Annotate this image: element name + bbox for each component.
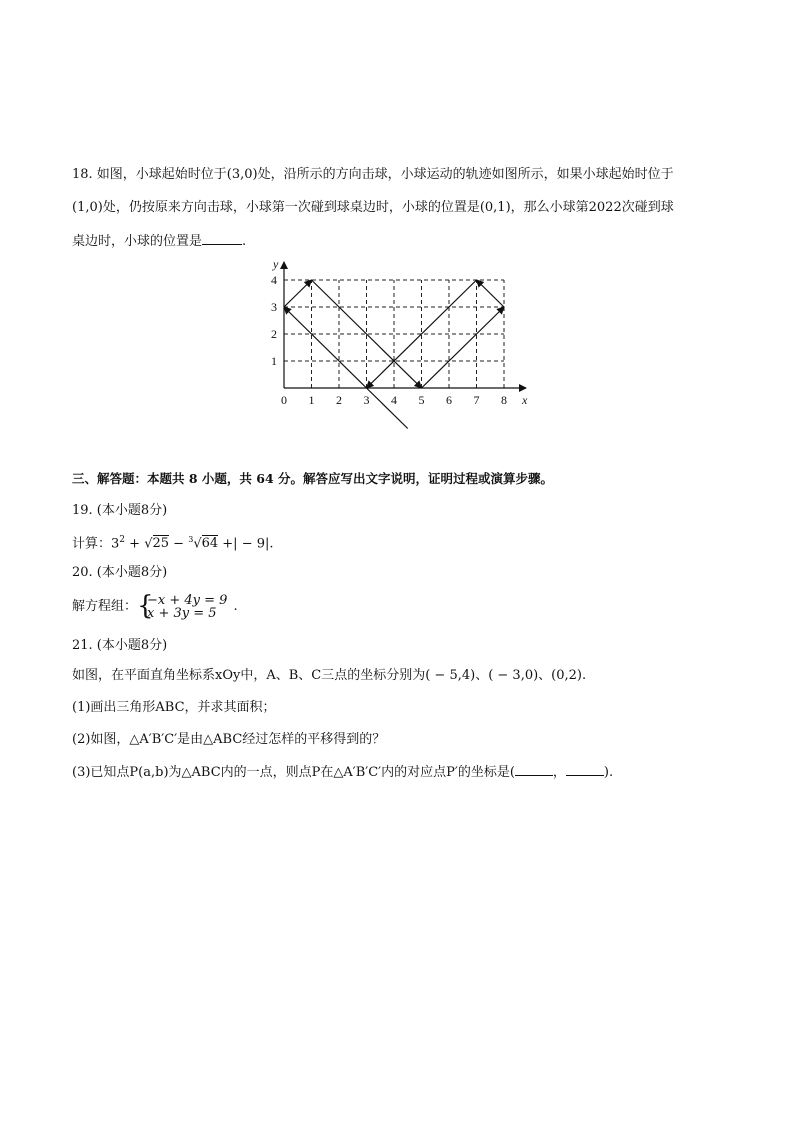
q21-part-3-sep: ，	[552, 765, 566, 780]
equation-1: −x + 4y = 9	[147, 593, 228, 608]
x-tick-label: 3	[363, 393, 370, 407]
q19-expression	[72, 531, 274, 553]
trajectory-segment	[367, 388, 408, 429]
x-tick-label: 7	[473, 393, 480, 407]
y-axis-label: y	[273, 257, 279, 271]
q19-abs-term: +| − 9|.	[218, 536, 274, 552]
axes	[284, 262, 526, 388]
x-tick-label: 6	[446, 393, 452, 407]
answer-blank	[202, 231, 242, 245]
section-3-heading: 三、解答题：本题共 8 小题，共 64 分。解答应写出文字说明，证明过程或演算步骤。	[72, 471, 554, 486]
cbrt-radicand: 64	[201, 536, 219, 552]
x-axis-label: x	[522, 393, 528, 407]
q19-prefix: 计算：	[72, 536, 112, 552]
q18-line-3-text: 桌边时，小球的位置是	[72, 234, 203, 249]
q21-part-3-end: ).	[603, 765, 614, 780]
q21-part-1: (1)画出三角形ABC，并求其面积；	[72, 700, 276, 715]
answer-blank-x	[515, 762, 553, 776]
q18-line-2: (1,0)处，仍按原来方向击球，小球第一次碰到球桌边时，小球的位置是(0,1)，那么小球第2022次碰到球	[72, 200, 674, 215]
x-tick-label: 0	[281, 393, 287, 407]
sqrt-sign: √	[144, 536, 153, 552]
q19-minus: −	[169, 536, 189, 552]
q20-header: 20. (本小题8分)	[72, 565, 168, 580]
answer-blank-y	[566, 762, 604, 776]
cbrt-index: 3	[188, 535, 194, 544]
x-tick-label: 4	[391, 393, 397, 407]
y-tick-label: 2	[271, 327, 277, 341]
grid	[284, 280, 504, 388]
x-tick-label: 1	[308, 393, 315, 407]
trajectory-segment	[477, 280, 505, 307]
q19-exponent: 2	[119, 535, 126, 545]
q18-line-1: 18. 如图，小球起始时位于(3,0)处，沿所示的方向击球，小球运动的轨迹如图所示，如果小球起始时位于	[72, 167, 674, 182]
q18-line-3-end: .	[242, 234, 247, 249]
equation-system	[137, 591, 228, 621]
q21-part-2: (2)如图，△A′B′C′是由△ABC经过怎样的平移得到的？	[72, 732, 386, 747]
q20-system	[72, 593, 238, 622]
left-brace: {	[137, 591, 154, 621]
cbrt-sign: √	[193, 536, 202, 552]
trajectory-diagram	[260, 252, 540, 442]
trajectory-segment	[284, 307, 367, 388]
y-tick-label: 4	[271, 273, 277, 287]
q19-plus: +	[125, 536, 145, 552]
q19-base: 3	[111, 536, 120, 552]
q21-intro: 如图，在平面直角坐标系xOy中，A、B、C三点的坐标分别为( − 5,4)、( − 3,0)、(0,2).	[72, 668, 587, 683]
q21-header: 21. (本小题8分)	[72, 638, 168, 653]
q20-end: .	[233, 599, 238, 614]
q18-line-3	[72, 231, 246, 251]
sqrt-radicand: 25	[152, 536, 170, 552]
q21-part-3	[72, 762, 613, 782]
y-tick-label: 1	[271, 354, 277, 368]
x-tick-label: 2	[336, 393, 342, 407]
q19-header: 19. (本小题8分)	[72, 503, 168, 518]
x-tick-label: 8	[501, 393, 507, 407]
q21-part-3-text: (3)已知点P(a,b)为△ABC内的一点，则点P在△A′B′C′内的对应点P′的坐标是(	[72, 765, 515, 780]
equation-2: x + 3y = 5	[147, 606, 217, 621]
trajectory-segment	[284, 280, 312, 307]
y-tick-label: 3	[271, 300, 277, 314]
x-tick-label: 5	[418, 393, 425, 407]
q20-prefix: 解方程组：	[72, 599, 138, 614]
trajectory-segment	[422, 307, 505, 388]
